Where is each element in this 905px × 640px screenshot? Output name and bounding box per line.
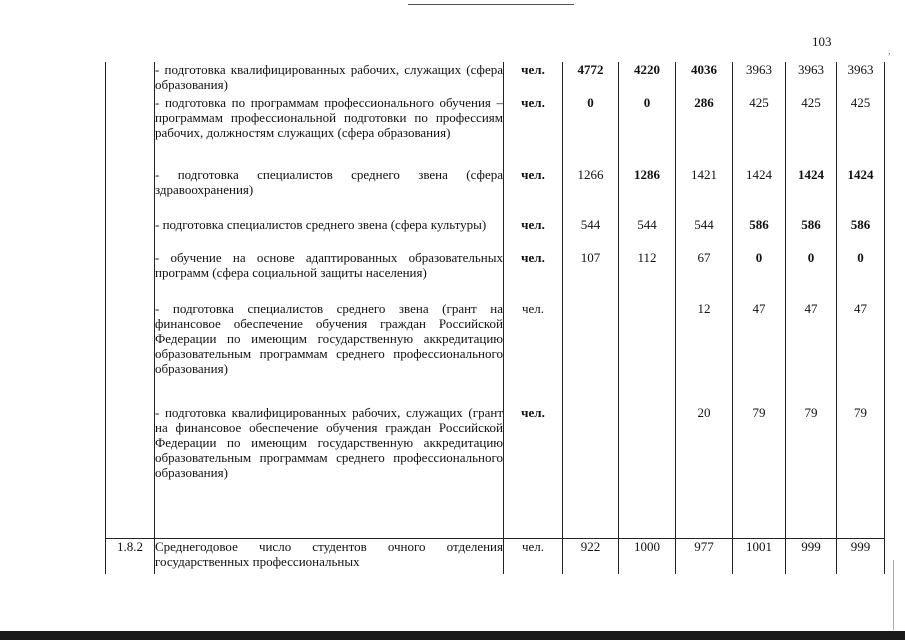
value-cell: 586 — [749, 217, 769, 232]
value-cell — [619, 301, 675, 405]
data-table — [105, 62, 885, 574]
value-cell: 286 — [694, 95, 714, 110]
value-cell: 425 — [801, 95, 821, 110]
value-cell: 3963 — [798, 62, 824, 77]
row-code: 1.8.2 — [106, 538, 155, 574]
value-cell: 20 — [697, 405, 711, 420]
value-cell: 586 — [801, 217, 821, 232]
item-description: - подготовка специалистов среднего звена (сфера культуры) — [155, 217, 487, 232]
item-description: - обучение на основе адаптированных образовательных программ (сфера социальной защиты населения) — [155, 250, 503, 280]
value-cell: 47 — [854, 301, 867, 316]
value-cell: 1000 — [619, 538, 676, 574]
value-cell: 47 — [752, 301, 766, 316]
value-cell: 67 — [697, 250, 711, 265]
scan-edge-line — [893, 560, 894, 630]
value-cell: 425 — [850, 95, 871, 110]
value-cell: 1424 — [798, 167, 824, 182]
value-cell: 999 — [837, 538, 885, 574]
item-description: - подготовка квалифицированных рабочих, служащих (сфера образования) — [155, 62, 503, 92]
value-cell: 1421 — [691, 167, 717, 182]
corner-mark: , — [888, 46, 891, 57]
value-cell: 0 — [807, 250, 815, 265]
value-cell: 1266 — [577, 167, 604, 182]
value-column-6 — [837, 62, 885, 538]
row-code — [106, 62, 155, 538]
value-cell: 79 — [854, 405, 867, 420]
unit-cell: чел. — [504, 538, 563, 574]
value-cell: 1001 — [733, 538, 786, 574]
unit-cell: чел. — [521, 95, 545, 110]
value-column-3 — [676, 62, 733, 538]
item-description: - подготовка специалистов среднего звена (грант на финансовое обеспечение обучения граждан Российской Федерации по имеющим государственную аккредитацию образовательным программам среднего профессионального образования) — [155, 301, 503, 376]
value-cell: 544 — [637, 217, 657, 232]
value-cell: 4220 — [634, 62, 660, 77]
value-cell — [619, 405, 675, 503]
value-cell: 0 — [857, 250, 864, 265]
value-cell: 47 — [804, 301, 818, 316]
unit-cell: чел. — [521, 62, 545, 77]
value-cell: 0 — [643, 95, 651, 110]
table-row — [106, 62, 885, 538]
value-cell: 1424 — [746, 167, 772, 182]
unit-cell: чел. — [521, 250, 545, 265]
item-description-text: Среднегодовое число студентов очного отделения государственных профессиональных — [155, 538, 503, 569]
value-cell: 4036 — [691, 62, 717, 77]
value-cell: 79 — [752, 405, 766, 420]
value-column-5 — [786, 62, 837, 538]
value-cell: 107 — [580, 250, 601, 265]
value-cell: 12 — [697, 301, 711, 316]
item-units — [504, 62, 563, 538]
value-cell: 4772 — [577, 62, 604, 77]
value-cell: 112 — [637, 250, 657, 265]
value-cell: 0 — [755, 250, 763, 265]
scan-bottom-bar — [0, 631, 905, 640]
value-cell: 544 — [694, 217, 714, 232]
value-cell — [563, 301, 618, 405]
value-column-2 — [619, 62, 676, 538]
value-cell: 586 — [850, 217, 871, 232]
item-description — [155, 538, 504, 574]
value-cell: 977 — [676, 538, 733, 574]
table-row — [106, 538, 885, 574]
item-description: - подготовка по программам профессионального обучения – программам профессиональной подготовки по профессиям рабочих, должностям служащих (сфера образования) — [155, 95, 503, 140]
page-number: 103 — [812, 34, 832, 49]
item-description: - подготовка специалистов среднего звена (сфера здравоохранения) — [155, 167, 503, 197]
unit-cell: чел. — [521, 217, 545, 232]
unit-cell: чел. — [521, 405, 545, 420]
value-cell: 1286 — [634, 167, 660, 182]
value-column-4 — [733, 62, 786, 538]
top-rule — [408, 4, 574, 5]
value-cell: 544 — [580, 217, 601, 232]
unit-cell: чел. — [521, 301, 545, 316]
value-cell: 999 — [786, 538, 837, 574]
value-cell: 922 — [563, 538, 619, 574]
item-descriptions — [155, 62, 504, 538]
value-cell: 1424 — [847, 167, 874, 182]
value-cell — [563, 405, 618, 503]
value-cell: 79 — [804, 405, 818, 420]
value-cell: 0 — [587, 95, 594, 110]
value-cell: 425 — [749, 95, 769, 110]
value-cell: 3963 — [746, 62, 772, 77]
unit-cell: чел. — [521, 167, 545, 182]
item-description: - подготовка квалифицированных рабочих, служащих (грант на финансовое обеспечение обучения граждан Российской Федерации по имеющим государственную аккредитацию образовательным программам среднего профессионального образования) — [155, 405, 503, 480]
value-cell: 3963 — [847, 62, 874, 77]
value-column-1 — [563, 62, 619, 538]
